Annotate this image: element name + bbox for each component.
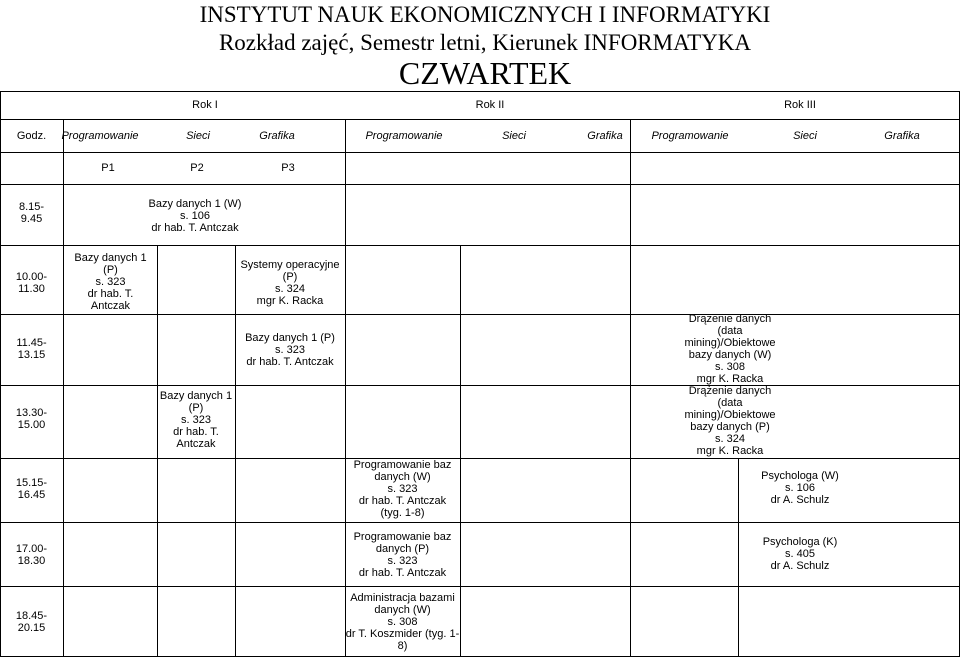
column-programowanie-1: Programowanie xyxy=(61,130,139,142)
class-entry: Programowanie baz danych (W) s. 323 dr hab. T. Antczak (tyg. 1-8) xyxy=(353,459,452,519)
time-slot-label: 18.45- 20.15 xyxy=(15,610,48,634)
class-entry: Systemy operacyjne (P) s. 324 mgr K. Racka xyxy=(240,259,340,307)
column-programowanie-3: Programowanie xyxy=(651,130,729,142)
year-2-header: Rok II xyxy=(475,99,505,111)
time-slot-label: 15.15- 16.45 xyxy=(15,477,48,501)
column-sieci-2: Sieci xyxy=(502,130,526,142)
class-entry: Psychologa (K) s. 405 dr A. Schulz xyxy=(762,536,838,572)
time-slot-label: 10.00- 11.30 xyxy=(15,271,48,295)
institute-title: INSTYTUT NAUK EKONOMICZNYCH I INFORMATYKI xyxy=(199,2,771,27)
column-grafika-1: Grafika xyxy=(259,130,295,142)
subgroup-p2: P2 xyxy=(190,162,204,174)
year-3-header: Rok III xyxy=(784,99,816,111)
time-slot-label: 8.15- 9.45 xyxy=(18,201,45,225)
year-1-header: Rok I xyxy=(192,99,218,111)
time-column-header: Godz. xyxy=(16,130,47,142)
column-grafika-3: Grafika xyxy=(884,130,920,142)
time-slot-label: 17.00- 18.30 xyxy=(15,543,48,567)
class-entry: Bazy danych 1 (P) s. 323 dr hab. T. Antczak xyxy=(74,252,147,312)
column-sieci-3: Sieci xyxy=(793,130,817,142)
subgroup-p1: P1 xyxy=(101,162,115,174)
class-entry: Bazy danych 1 (P) s. 323 dr hab. T. Antczak xyxy=(245,332,335,368)
day-title: CZWARTEK xyxy=(398,55,572,91)
class-entry: Bazy danych 1 (P) s. 323 dr hab. T. Antczak xyxy=(159,390,233,450)
column-sieci-1: Sieci xyxy=(186,130,210,142)
class-entry: Drążenie danych (data mining)/Obiektowe bazy danych (W) s. 308 mgr K. Racka Drążenie danych (data mining)/Obiektowe bazy danych (P) s. 324 mgr K. Racka xyxy=(684,313,776,457)
class-entry: Bazy danych 1 (W) s. 106 dr hab. T. Antczak xyxy=(148,198,242,234)
column-grafika-2: Grafika xyxy=(587,130,623,142)
class-entry: Programowanie baz danych (P) s. 323 dr hab. T. Antczak xyxy=(353,531,452,579)
subgroup-p3: P3 xyxy=(281,162,295,174)
time-slot-label: 11.45- 13.15 xyxy=(16,337,47,361)
column-programowanie-2: Programowanie xyxy=(365,130,443,142)
class-entry: Psychologa (W) s. 106 dr A. Schulz xyxy=(761,470,839,506)
class-entry: Administracja bazami danych (W) s. 308 dr T. Koszmider (tyg. 1- 8) xyxy=(345,592,460,652)
time-slot-label: 13.30- 15.00 xyxy=(15,407,48,431)
schedule-subtitle: Rozkład zajęć, Semestr letni, Kierunek INFORMATYKA xyxy=(218,30,752,55)
